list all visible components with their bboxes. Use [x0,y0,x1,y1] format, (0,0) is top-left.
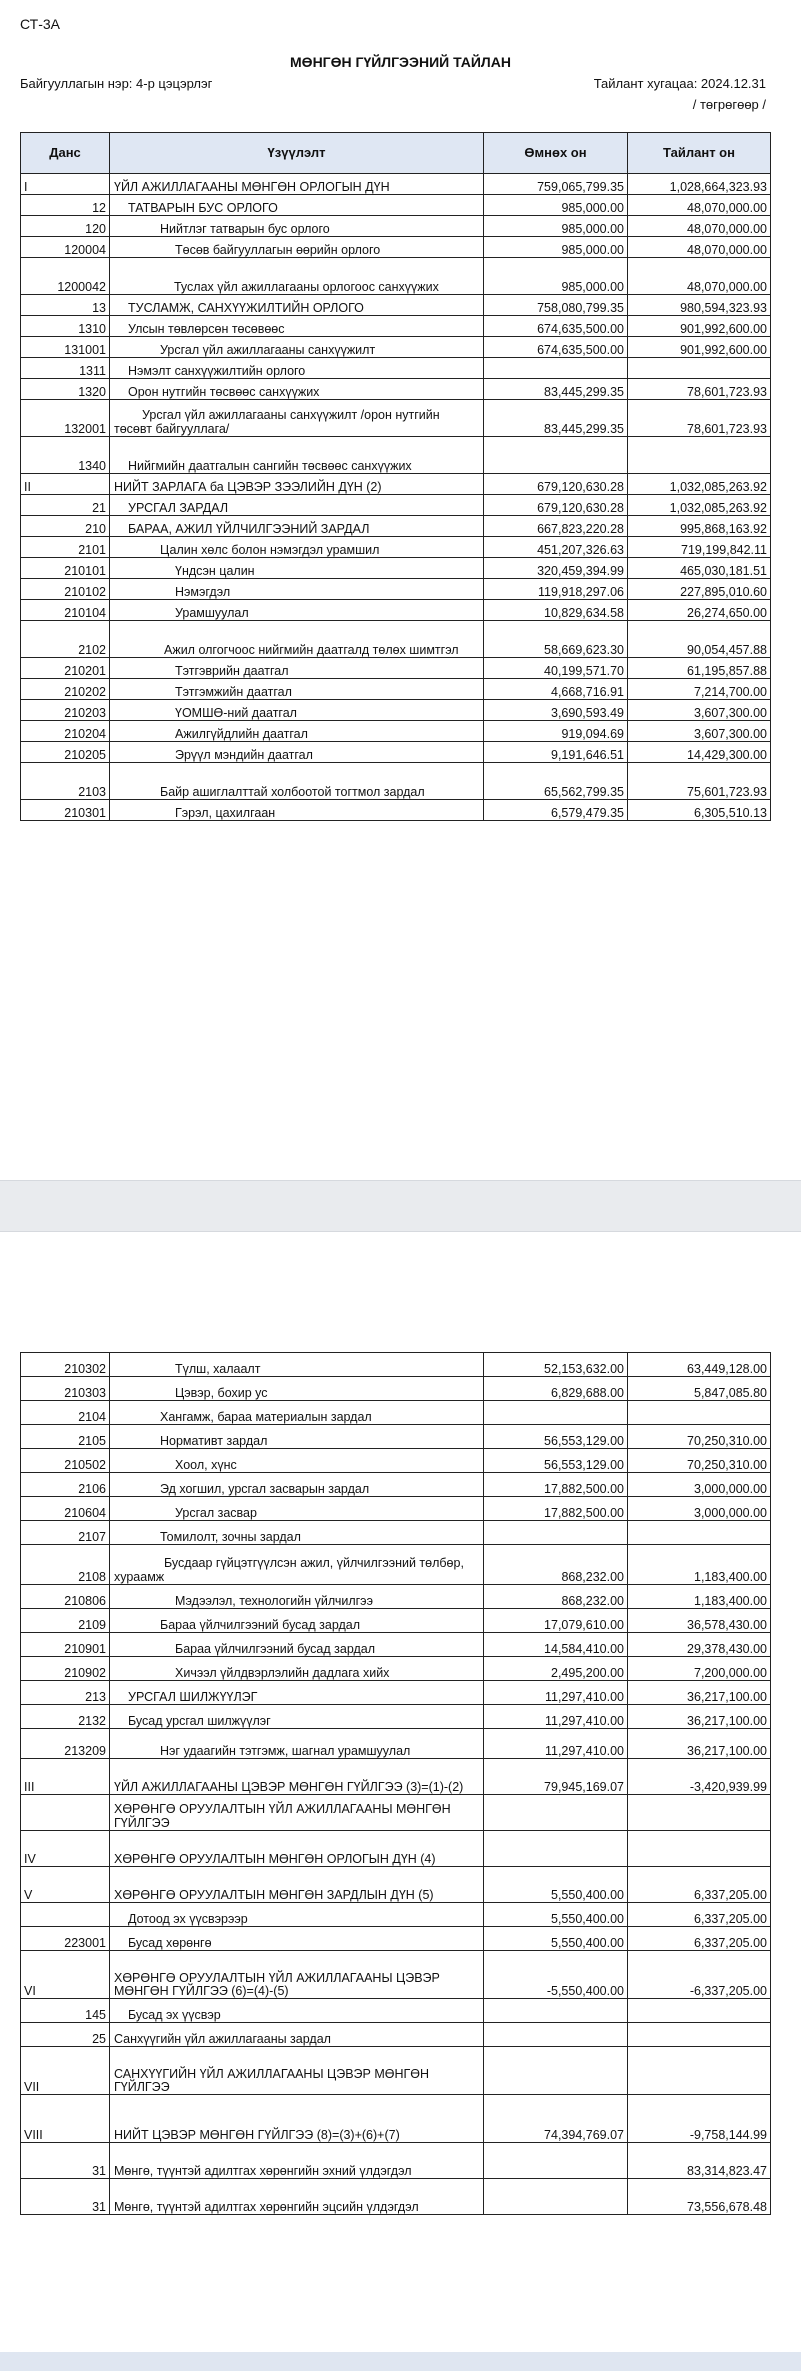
previous-year-value-cell [484,2179,628,2215]
previous-year-value-cell [484,1999,628,2023]
table-row [21,721,771,742]
table-row [21,400,771,437]
previous-year-value-cell: 52,153,632.00 [484,1353,628,1377]
header-current-year: Тайлант он [628,133,771,174]
table-row [21,437,771,474]
indicator-cell: ҮЙЛ АЖИЛЛАГААНЫ ЦЭВЭР МӨНГӨН ГҮЙЛГЭЭ (3)=(1)-(2) [110,1759,484,1795]
current-year-value-cell: 3,607,300.00 [628,721,771,742]
previous-year-value-cell: 674,635,500.00 [484,316,628,337]
indicator-cell: Ажилгүйдлийн даатгал [110,721,484,742]
indicator-cell: Санхүүгийн үйл ажиллагааны зардал [110,2023,484,2047]
previous-year-value-cell [484,2143,628,2179]
table-row [21,2047,771,2095]
previous-year-value-cell: 679,120,630.28 [484,474,628,495]
previous-year-value-cell [484,2023,628,2047]
indicator-cell: Орон нутгийн төсвөөс санхүүжих [110,379,484,400]
indicator-cell: Туслах үйл ажиллагааны орлогоос санхүүжих [110,258,484,295]
account-code-cell: 2108 [21,1545,110,1585]
current-year-value-cell: 61,195,857.88 [628,658,771,679]
previous-year-value-cell: 40,199,571.70 [484,658,628,679]
table-row [21,1795,771,1831]
account-code-cell: 210202 [21,679,110,700]
current-year-value-cell: 995,868,163.92 [628,516,771,537]
table-row [21,537,771,558]
current-year-value-cell: 1,032,085,263.92 [628,495,771,516]
previous-year-value-cell [484,358,628,379]
previous-year-value-cell: 2,495,200.00 [484,1657,628,1681]
indicator-cell: ХӨРӨНГӨ ОРУУЛАЛТЫН ҮЙЛ АЖИЛЛАГААНЫ МӨНГӨН ГҮЙЛГЭЭ [110,1795,484,1831]
table-row [21,1497,771,1521]
table-row [21,579,771,600]
current-year-value-cell: 75,601,723.93 [628,763,771,800]
previous-year-value-cell: 4,668,716.91 [484,679,628,700]
current-year-value-cell: 1,183,400.00 [628,1585,771,1609]
previous-year-value-cell [484,2047,628,2095]
current-year-value-cell: 26,274,650.00 [628,600,771,621]
account-code-cell: 210604 [21,1497,110,1521]
previous-year-value-cell [484,437,628,474]
account-code-cell: 210303 [21,1377,110,1401]
previous-year-value-cell: 83,445,299.35 [484,400,628,437]
indicator-cell: Нэмэлт санхүүжилтийн орлого [110,358,484,379]
indicator-cell: Ажил олгогчоос нийгмийн даатгалд төлөх шимтгэл [110,621,484,658]
current-year-value-cell: 48,070,000.00 [628,216,771,237]
indicator-cell: Урсгал үйл ажиллагааны санхүүжилт [110,337,484,358]
previous-year-value-cell: 5,550,400.00 [484,1927,628,1951]
indicator-cell: НИЙТ ЗАРЛАГА ба ЦЭВЭР ЗЭЭЛИЙН ДҮН (2) [110,474,484,495]
indicator-cell: НИЙТ ЦЭВЭР МӨНГӨН ГҮЙЛГЭЭ (8)=(3)+(6)+(7) [110,2095,484,2143]
current-year-value-cell: 70,250,310.00 [628,1425,771,1449]
account-code-cell: 120004 [21,237,110,258]
current-year-value-cell: 6,337,205.00 [628,1903,771,1927]
report-page-2 [0,1232,801,2371]
current-year-value-cell: 901,992,600.00 [628,316,771,337]
account-code-cell: III [21,1759,110,1795]
indicator-cell: Төсөв байгууллагын өөрийн орлого [110,237,484,258]
current-year-value-cell: 48,070,000.00 [628,195,771,216]
previous-year-value-cell: 14,584,410.00 [484,1633,628,1657]
currency-unit-label: / төгрөгөөр / [692,97,766,112]
table-row [21,1401,771,1425]
indicator-cell: Хичээл үйлдвэрлэлийн дадлага хийх [110,1657,484,1681]
account-code-cell: 210302 [21,1353,110,1377]
indicator-cell: Эрүүл мэндийн даатгал [110,742,484,763]
account-code-cell: VI [21,1951,110,1999]
previous-year-value-cell: 83,445,299.35 [484,379,628,400]
account-code-cell: 2105 [21,1425,110,1449]
table-row [21,1521,771,1545]
previous-year-value-cell: 74,394,769.07 [484,2095,628,2143]
table-row [21,295,771,316]
report-page-1 [0,0,801,1180]
indicator-cell: Түлш, халаалт [110,1353,484,1377]
previous-year-value-cell: 11,297,410.00 [484,1681,628,1705]
table-row [21,1999,771,2023]
previous-year-value-cell: 6,829,688.00 [484,1377,628,1401]
account-code-cell: 2106 [21,1473,110,1497]
indicator-cell: Бусад урсгал шилжүүлэг [110,1705,484,1729]
cash-flow-table-page-2 [20,1352,771,2215]
table-row [21,1657,771,1681]
previous-year-value-cell: 759,065,799.35 [484,174,628,195]
current-year-value-cell: 1,028,664,323.93 [628,174,771,195]
current-year-value-cell [628,2047,771,2095]
previous-year-value-cell: 985,000.00 [484,216,628,237]
current-year-value-cell: 3,607,300.00 [628,700,771,721]
previous-year-value-cell: 320,459,394.99 [484,558,628,579]
current-year-value-cell [628,358,771,379]
previous-year-value-cell: 5,550,400.00 [484,1903,628,1927]
previous-year-value-cell: 868,232.00 [484,1585,628,1609]
table-row [21,742,771,763]
organization-label: Байгууллагын нэр: 4-р цэцэрлэг [20,76,213,91]
account-code-cell: 213 [21,1681,110,1705]
current-year-value-cell: 3,000,000.00 [628,1497,771,1521]
table-row [21,1633,771,1657]
table-row [21,1425,771,1449]
table-row [21,679,771,700]
table-row [21,337,771,358]
account-code-cell: 1320 [21,379,110,400]
previous-year-value-cell [484,1521,628,1545]
indicator-cell: Бусад хөрөнгө [110,1927,484,1951]
indicator-cell: ҮОМШӨ-ний даатгал [110,700,484,721]
current-year-value-cell: 5,847,085.80 [628,1377,771,1401]
table-row [21,1927,771,1951]
current-year-value-cell [628,1401,771,1425]
table-row [21,258,771,295]
current-year-value-cell: -6,337,205.00 [628,1951,771,1999]
table-row [21,1759,771,1795]
table-row [21,237,771,258]
indicator-cell: Гэрэл, цахилгаан [110,800,484,821]
table-row [21,216,771,237]
indicator-cell: Нийгмийн даатгалын сангийн төсвөөс санхүүжих [110,437,484,474]
indicator-cell: Нэмэгдэл [110,579,484,600]
current-year-value-cell: 36,217,100.00 [628,1729,771,1759]
previous-year-value-cell: 56,553,129.00 [484,1425,628,1449]
table-row [21,1831,771,1867]
current-year-value-cell [628,1795,771,1831]
indicator-cell: Нормативт зардал [110,1425,484,1449]
indicator-cell: Бараа үйлчилгээний бусад зардал [110,1633,484,1657]
account-code-cell: 210901 [21,1633,110,1657]
previous-year-value-cell: 5,550,400.00 [484,1867,628,1903]
current-year-value-cell: 83,314,823.47 [628,2143,771,2179]
account-code-cell: 31 [21,2179,110,2215]
account-code-cell: 2102 [21,621,110,658]
indicator-cell: ХӨРӨНГӨ ОРУУЛАЛТЫН МӨНГӨН ЗАРДЛЫН ДҮН (5) [110,1867,484,1903]
current-year-value-cell: 29,378,430.00 [628,1633,771,1657]
current-year-value-cell: 901,992,600.00 [628,337,771,358]
current-year-value-cell: 1,183,400.00 [628,1545,771,1585]
table-row [21,2179,771,2215]
table-header-row [21,133,771,174]
indicator-cell: БАРАА, АЖИЛ ҮЙЛЧИЛГЭЭНИЙ ЗАРДАЛ [110,516,484,537]
account-code-cell: 2132 [21,1705,110,1729]
account-code-cell: 210205 [21,742,110,763]
account-code-cell: 1340 [21,437,110,474]
table-row [21,379,771,400]
page-footer-band [0,2352,801,2371]
previous-year-value-cell: 3,690,593.49 [484,700,628,721]
account-code-cell: 13 [21,295,110,316]
current-year-value-cell: 73,556,678.48 [628,2179,771,2215]
previous-year-value-cell: 11,297,410.00 [484,1705,628,1729]
previous-year-value-cell: 868,232.00 [484,1545,628,1585]
account-code-cell: IV [21,1831,110,1867]
indicator-cell: Мөнгө, түүнтэй адилтгах хөрөнгийн эхний үлдэгдэл [110,2143,484,2179]
indicator-cell: Мөнгө, түүнтэй адилтгах хөрөнгийн эцсийн үлдэгдэл [110,2179,484,2215]
indicator-cell: Хоол, хүнс [110,1449,484,1473]
current-year-value-cell [628,1521,771,1545]
account-code-cell: 210806 [21,1585,110,1609]
current-year-value-cell: 36,217,100.00 [628,1681,771,1705]
indicator-cell: Байр ашиглалттай холбоотой тогтмол зардал [110,763,484,800]
table-row [21,1867,771,1903]
table-row [21,1705,771,1729]
current-year-value-cell: 6,337,205.00 [628,1927,771,1951]
previous-year-value-cell [484,1795,628,1831]
previous-year-value-cell: 56,553,129.00 [484,1449,628,1473]
indicator-cell: Цалин хөлс болон нэмэгдэл урамшил [110,537,484,558]
previous-year-value-cell: 79,945,169.07 [484,1759,628,1795]
indicator-cell: Улсын төвлөрсөн төсөвөөс [110,316,484,337]
account-code-cell: 210 [21,516,110,537]
indicator-cell: Хангамж, бараа материалын зардал [110,1401,484,1425]
current-year-value-cell: 48,070,000.00 [628,258,771,295]
current-year-value-cell: 719,199,842.11 [628,537,771,558]
account-code-cell: V [21,1867,110,1903]
table-row [21,763,771,800]
current-year-value-cell: 3,000,000.00 [628,1473,771,1497]
account-code-cell: 1311 [21,358,110,379]
account-code-cell: 223001 [21,1927,110,1951]
account-code-cell: 2103 [21,763,110,800]
table-row [21,1903,771,1927]
table-row [21,1545,771,1585]
current-year-value-cell: 1,032,085,263.92 [628,474,771,495]
account-code-cell: 213209 [21,1729,110,1759]
previous-year-value-cell: 451,207,326.63 [484,537,628,558]
indicator-cell: Цэвэр, бохир ус [110,1377,484,1401]
header-indicator: Үзүүлэлт [110,133,484,174]
table-row [21,700,771,721]
table-row [21,1729,771,1759]
account-code-cell: 1200042 [21,258,110,295]
table-row [21,2143,771,2179]
previous-year-value-cell: 17,882,500.00 [484,1497,628,1521]
current-year-value-cell: 90,054,457.88 [628,621,771,658]
header-account: Данс [21,133,110,174]
account-code-cell: 131001 [21,337,110,358]
previous-year-value-cell [484,1831,628,1867]
reporting-period-label: Тайлант хугацаа: 2024.12.31 [593,76,766,91]
account-code-cell: 12 [21,195,110,216]
table-row [21,1585,771,1609]
indicator-cell: Эд хогшил, урсгал засварын зардал [110,1473,484,1497]
current-year-value-cell: 7,214,700.00 [628,679,771,700]
indicator-cell: УРСГАЛ ШИЛЖҮҮЛЭГ [110,1681,484,1705]
account-code-cell: 25 [21,2023,110,2047]
indicator-cell: Бусдаар гүйцэтгүүлсэн ажил, үйлчилгээний төлбөр, хураамж [110,1545,484,1585]
indicator-cell: Бараа үйлчилгээний бусад зардал [110,1609,484,1633]
account-code-cell: 210201 [21,658,110,679]
previous-year-value-cell: 65,562,799.35 [484,763,628,800]
account-code-cell: 21 [21,495,110,516]
table-row [21,1681,771,1705]
account-code-cell: VIII [21,2095,110,2143]
account-code-cell: 1310 [21,316,110,337]
current-year-value-cell: 36,217,100.00 [628,1705,771,1729]
account-code-cell: 2101 [21,537,110,558]
indicator-cell: Нэг удаагийн тэтгэмж, шагнал урамшуулал [110,1729,484,1759]
account-code-cell: 210102 [21,579,110,600]
indicator-cell: Тэтгэмжийн даатгал [110,679,484,700]
indicator-cell: Үндсэн цалин [110,558,484,579]
previous-year-value-cell: 11,297,410.00 [484,1729,628,1759]
header-previous-year: Өмнөх он [484,133,628,174]
previous-year-value-cell: 58,669,623.30 [484,621,628,658]
previous-year-value-cell: 679,120,630.28 [484,495,628,516]
table-row [21,1377,771,1401]
current-year-value-cell: 6,337,205.00 [628,1867,771,1903]
table-row [21,1473,771,1497]
previous-year-value-cell: -5,550,400.00 [484,1951,628,1999]
account-code-cell: II [21,474,110,495]
previous-year-value-cell: 17,079,610.00 [484,1609,628,1633]
table-row [21,800,771,821]
account-code-cell [21,1903,110,1927]
current-year-value-cell: 78,601,723.93 [628,379,771,400]
table-row [21,358,771,379]
previous-year-value-cell: 119,918,297.06 [484,579,628,600]
indicator-cell: ТАТВАРЫН БУС ОРЛОГО [110,195,484,216]
page-separator [0,1180,801,1232]
previous-year-value-cell: 9,191,646.51 [484,742,628,763]
table-row [21,1609,771,1633]
account-code-cell: 132001 [21,400,110,437]
account-code-cell: 2104 [21,1401,110,1425]
current-year-value-cell: 7,200,000.00 [628,1657,771,1681]
account-code-cell: 210203 [21,700,110,721]
previous-year-value-cell [484,1401,628,1425]
current-year-value-cell: 70,250,310.00 [628,1449,771,1473]
account-code-cell: 2107 [21,1521,110,1545]
previous-year-value-cell: 667,823,220.28 [484,516,628,537]
indicator-cell: ХӨРӨНГӨ ОРУУЛАЛТЫН МӨНГӨН ОРЛОГЫН ДҮН (4) [110,1831,484,1867]
form-code: СТ-3А [20,16,60,32]
indicator-cell: Нийтлэг татварын бус орлого [110,216,484,237]
previous-year-value-cell: 674,635,500.00 [484,337,628,358]
indicator-cell: САНХҮҮГИЙН ҮЙЛ АЖИЛЛАГААНЫ ЦЭВЭР МӨНГӨН ГҮЙЛГЭЭ [110,2047,484,2095]
account-code-cell: 210104 [21,600,110,621]
indicator-cell: Урсгал үйл ажиллагааны санхүүжилт /орон нутгийн төсөвт байгууллага/ [110,400,484,437]
indicator-cell: ҮЙЛ АЖИЛЛАГААНЫ МӨНГӨН ОРЛОГЫН ДҮН [110,174,484,195]
current-year-value-cell: 227,895,010.60 [628,579,771,600]
current-year-value-cell: -3,420,939.99 [628,1759,771,1795]
account-code-cell: 120 [21,216,110,237]
previous-year-value-cell: 17,882,500.00 [484,1473,628,1497]
table-row [21,2095,771,2143]
previous-year-value-cell: 6,579,479.35 [484,800,628,821]
account-code-cell: 210502 [21,1449,110,1473]
table-row [21,474,771,495]
indicator-cell: Урамшуулал [110,600,484,621]
current-year-value-cell: 980,594,323.93 [628,295,771,316]
table-row [21,174,771,195]
report-title: МӨНГӨН ГҮЙЛГЭЭНИЙ ТАЙЛАН [290,54,511,70]
current-year-value-cell: -9,758,144.99 [628,2095,771,2143]
account-code-cell [21,1795,110,1831]
table-row [21,621,771,658]
table-row [21,1951,771,1999]
current-year-value-cell: 48,070,000.00 [628,237,771,258]
indicator-cell: Тэтгэврийн даатгал [110,658,484,679]
current-year-value-cell: 6,305,510.13 [628,800,771,821]
account-code-cell: 210101 [21,558,110,579]
table-row [21,558,771,579]
cash-flow-table-page-1 [20,132,771,821]
current-year-value-cell: 36,578,430.00 [628,1609,771,1633]
indicator-cell: ТУСЛАМЖ, САНХҮҮЖИЛТИЙН ОРЛОГО [110,295,484,316]
account-code-cell: 2109 [21,1609,110,1633]
account-code-cell: 210204 [21,721,110,742]
table-row [21,2023,771,2047]
current-year-value-cell: 63,449,128.00 [628,1353,771,1377]
account-code-cell: VII [21,2047,110,2095]
indicator-cell: Дотоод эх үүсвэрээр [110,1903,484,1927]
indicator-cell: Мэдээлэл, технологийн үйлчилгээ [110,1585,484,1609]
current-year-value-cell [628,1831,771,1867]
previous-year-value-cell: 985,000.00 [484,237,628,258]
current-year-value-cell: 78,601,723.93 [628,400,771,437]
previous-year-value-cell: 985,000.00 [484,195,628,216]
table-row [21,600,771,621]
indicator-cell: УРСГАЛ ЗАРДАЛ [110,495,484,516]
table-row [21,195,771,216]
current-year-value-cell [628,1999,771,2023]
previous-year-value-cell: 985,000.00 [484,258,628,295]
account-code-cell: 210301 [21,800,110,821]
indicator-cell: Бусад эх үүсвэр [110,1999,484,2023]
account-code-cell: I [21,174,110,195]
table-row [21,316,771,337]
current-year-value-cell: 14,429,300.00 [628,742,771,763]
current-year-value-cell [628,437,771,474]
previous-year-value-cell: 758,080,799.35 [484,295,628,316]
indicator-cell: Томилолт, зочны зардал [110,1521,484,1545]
indicator-cell: Урсгал засвар [110,1497,484,1521]
table-row [21,516,771,537]
current-year-value-cell: 465,030,181.51 [628,558,771,579]
previous-year-value-cell: 919,094.69 [484,721,628,742]
current-year-value-cell [628,2023,771,2047]
account-code-cell: 210902 [21,1657,110,1681]
table-row [21,658,771,679]
table-row [21,1449,771,1473]
account-code-cell: 31 [21,2143,110,2179]
previous-year-value-cell: 10,829,634.58 [484,600,628,621]
account-code-cell: 145 [21,1999,110,2023]
table-row [21,1353,771,1377]
table-row [21,495,771,516]
indicator-cell: ХӨРӨНГӨ ОРУУЛАЛТЫН ҮЙЛ АЖИЛЛАГААНЫ ЦЭВЭР МӨНГӨН ГҮЙЛГЭЭ (6)=(4)-(5) [110,1951,484,1999]
